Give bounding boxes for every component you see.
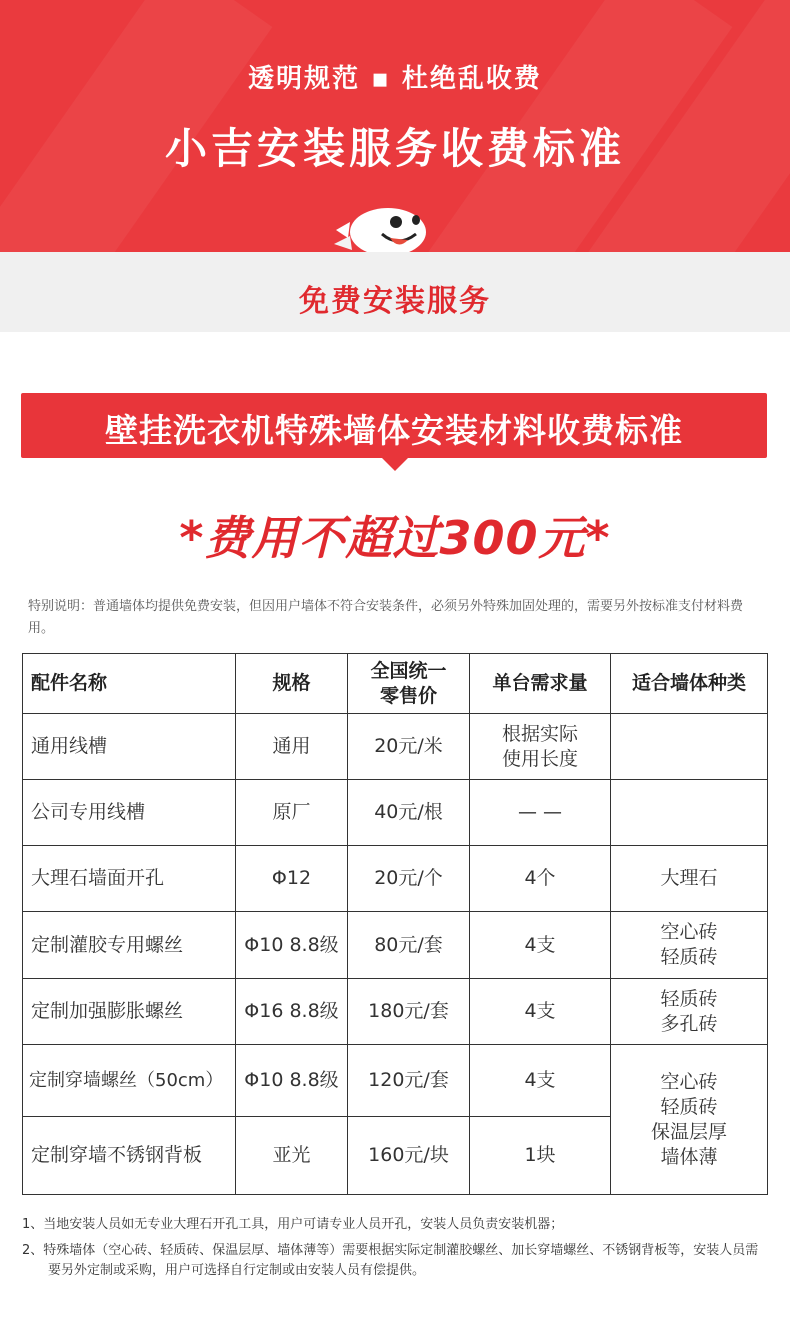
cell-quantity: 4支 xyxy=(470,979,611,1045)
table-row xyxy=(23,846,768,912)
cell-wall-type xyxy=(611,714,768,780)
table-row xyxy=(23,979,768,1045)
header-wall-type: 适合墙体种类 xyxy=(611,654,768,714)
free-service-label: 免费安装服务 xyxy=(299,284,491,319)
cell-quantity: — — xyxy=(470,780,611,846)
cell-wall-type: 空心砖 轻质砖 保温层厚 墙体薄 xyxy=(611,1045,768,1195)
header-hero xyxy=(0,0,790,252)
fee-cap-text: *费用不超过300元* xyxy=(179,511,611,565)
cell-part-name: 定制穿墙螺丝（50cm） xyxy=(23,1045,236,1117)
cell-price: 20元/米 xyxy=(348,714,470,780)
free-service-band xyxy=(0,252,790,332)
cell-spec: Φ16 8.8级 xyxy=(236,979,348,1045)
cell-price: 180元/套 xyxy=(348,979,470,1045)
cell-wall-type: 轻质砖 多孔砖 xyxy=(611,979,768,1045)
cell-price: 40元/根 xyxy=(348,780,470,846)
cell-quantity: 4支 xyxy=(470,912,611,979)
section-banner xyxy=(21,393,767,458)
jd-dog-mascot-icon xyxy=(330,200,430,252)
footnote-item: 2、特殊墙体（空心砖、轻质砖、保温层厚、墙体薄等）需要根据实际定制灌胶螺丝、加长穿墙螺丝、不锈钢背板等，安装人员需要另外定制或采购，用户可选择自行定制或由安装人员有偿提供。 xyxy=(22,1243,759,1278)
cell-quantity: 4支 xyxy=(470,1045,611,1117)
cell-wall-type: 空心砖 轻质砖 xyxy=(611,912,768,979)
cell-quantity: 1块 xyxy=(470,1117,611,1195)
table-row xyxy=(23,1045,768,1117)
cell-part-name: 定制灌胶专用螺丝 xyxy=(23,912,236,979)
page-title: 小吉安装服务收费标准 xyxy=(164,124,625,173)
cell-spec: Φ10 8.8级 xyxy=(236,912,348,979)
footnote-item: 1、当地安装人员如无专业大理石开孔工具，用户可请专业人员开孔，安装人员负责安装机器； xyxy=(22,1217,564,1232)
cell-spec: 原厂 xyxy=(236,780,348,846)
cell-quantity: 根据实际 使用长度 xyxy=(470,714,611,780)
cell-spec: Φ12 xyxy=(236,846,348,912)
table-row xyxy=(23,780,768,846)
cell-part-name: 定制加强膨胀螺丝 xyxy=(23,979,236,1045)
table-header-row xyxy=(23,654,768,714)
section-banner-text: 壁挂洗衣机特殊墙体安装材料收费标准 xyxy=(105,411,683,450)
cell-price: 160元/块 xyxy=(348,1117,470,1195)
header-tagline: 透明规范 ▪ 杜绝乱收费 xyxy=(248,64,542,94)
cell-wall-type: 大理石 xyxy=(611,846,768,912)
fee-table xyxy=(22,653,768,1195)
header-price: 全国统一 零售价 xyxy=(348,654,470,714)
cell-part-name: 公司专用线槽 xyxy=(23,780,236,846)
cell-price: 120元/套 xyxy=(348,1045,470,1117)
cell-price: 80元/套 xyxy=(348,912,470,979)
table-row xyxy=(23,912,768,979)
table-row xyxy=(23,714,768,780)
header-part-name: 配件名称 xyxy=(23,654,236,714)
cell-price: 20元/个 xyxy=(348,846,470,912)
header-quantity: 单台需求量 xyxy=(470,654,611,714)
cell-quantity: 4个 xyxy=(470,846,611,912)
banner-pointer xyxy=(381,457,409,471)
cell-part-name: 通用线槽 xyxy=(23,714,236,780)
cell-part-name: 定制穿墙不锈钢背板 xyxy=(23,1117,236,1195)
footnotes xyxy=(22,1215,770,1287)
cell-spec: 通用 xyxy=(236,714,348,780)
cell-wall-type xyxy=(611,780,768,846)
cell-spec: Φ10 8.8级 xyxy=(236,1045,348,1117)
cell-part-name: 大理石墙面开孔 xyxy=(23,846,236,912)
cell-spec: 亚光 xyxy=(236,1117,348,1195)
special-note: 特别说明：普通墙体均提供免费安装，但因用户墙体不符合安装条件，必须另外特殊加固处理的，需要另外按标准支付材料费用。 xyxy=(28,599,744,636)
header-spec: 规格 xyxy=(236,654,348,714)
